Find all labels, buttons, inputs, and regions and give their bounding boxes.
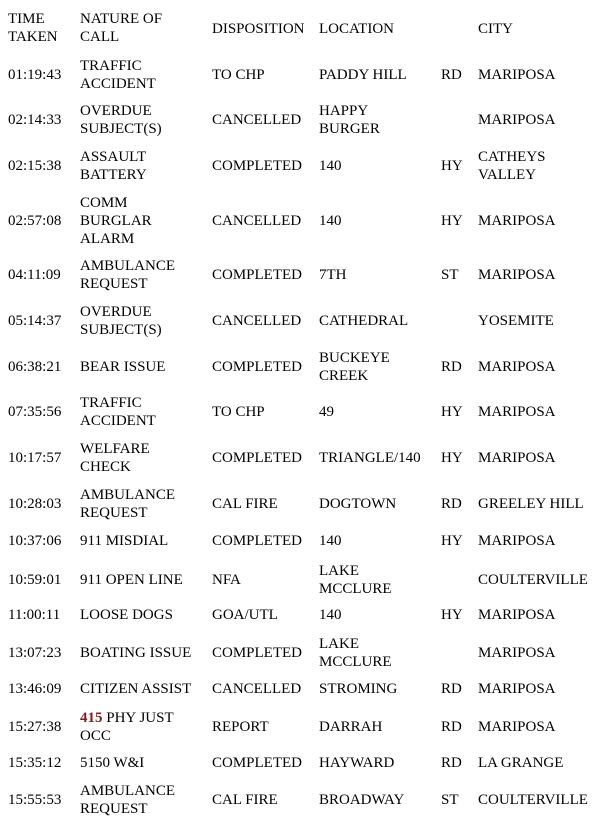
- cell-location: DOGTOWN: [319, 496, 397, 512]
- table-row: [0, 148, 614, 184]
- cell-disposition: TO CHP: [212, 67, 265, 83]
- table-row: [0, 754, 614, 776]
- table-row: [0, 257, 614, 293]
- cell-nature: LOOSE DOGS: [80, 607, 173, 623]
- table-row: [0, 440, 614, 476]
- header-nature: NATURE OF CALL: [80, 11, 163, 45]
- cell-nature: CITIZEN ASSIST: [80, 681, 192, 697]
- cell-disposition: CANCELLED: [212, 681, 302, 697]
- table-row: [0, 57, 614, 93]
- cell-road-suffix: RD: [441, 359, 462, 375]
- cell-disposition: COMPLETED: [212, 755, 302, 771]
- cell-disposition: GOA/UTL: [212, 607, 278, 623]
- cell-nature: BOATING ISSUE: [80, 645, 192, 661]
- cell-time: 15:35:12: [8, 755, 62, 771]
- header-time: TIME TAKEN: [8, 11, 58, 45]
- cell-city: GREELEY HILL: [478, 496, 584, 512]
- cell-location: HAPPY BURGER: [319, 103, 380, 137]
- table-row: [0, 532, 614, 554]
- cell-time: 02:15:38: [8, 158, 62, 174]
- table-row: [0, 486, 614, 522]
- table-row: [0, 102, 614, 138]
- cell-location: 140: [319, 607, 342, 623]
- cell-time: 05:14:37: [8, 313, 62, 329]
- cell-city: MARIPOSA: [478, 404, 556, 420]
- table-row: [0, 680, 614, 702]
- cell-disposition: COMPLETED: [212, 450, 302, 466]
- cell-disposition: NFA: [212, 572, 241, 588]
- table-row: [0, 303, 614, 339]
- table-row: [0, 194, 614, 248]
- cell-nature: AMBULANCE REQUEST: [80, 258, 176, 292]
- cell-location: HAYWARD: [319, 755, 395, 771]
- cell-nature: WELFARE CHECK: [80, 441, 150, 475]
- table-row: [0, 606, 614, 628]
- cell-road-suffix: HY: [441, 607, 463, 623]
- nature-code-highlight: 415: [80, 710, 103, 726]
- cell-location: STROMING: [319, 681, 398, 697]
- table-row: [0, 782, 614, 818]
- cell-city: MARIPOSA: [478, 67, 556, 83]
- cell-road-suffix: HY: [441, 404, 463, 420]
- cell-location: 140: [319, 213, 342, 229]
- cell-city: MARIPOSA: [478, 533, 556, 549]
- cell-road-suffix: HY: [441, 158, 463, 174]
- cell-disposition: COMPLETED: [212, 359, 302, 375]
- cell-city: YOSEMITE: [478, 313, 554, 329]
- cell-disposition: COMPLETED: [212, 645, 302, 661]
- cell-time: 01:19:43: [8, 67, 62, 83]
- cell-location: LAKE MCCLURE: [319, 636, 392, 670]
- cell-disposition: REPORT: [212, 719, 269, 735]
- cell-disposition: TO CHP: [212, 404, 265, 420]
- cell-location: TRIANGLE/140: [319, 450, 421, 466]
- cell-nature: AMBULANCE REQUEST: [80, 783, 176, 817]
- cell-city: MARIPOSA: [478, 213, 556, 229]
- cell-nature: AMBULANCE REQUEST: [80, 487, 176, 521]
- cell-nature: ASSAULT BATTERY: [80, 149, 147, 183]
- cell-time: 13:46:09: [8, 681, 62, 697]
- cell-disposition: CANCELLED: [212, 213, 302, 229]
- cell-location: 7TH: [319, 267, 347, 283]
- cell-nature: [80, 709, 208, 745]
- cell-city: MARIPOSA: [478, 719, 556, 735]
- table-row: [0, 635, 614, 671]
- cell-location: DARRAH: [319, 719, 383, 735]
- table-row: [0, 349, 614, 385]
- cell-time: 10:59:01: [8, 572, 62, 588]
- cell-road-suffix: RD: [441, 681, 462, 697]
- cell-road-suffix: RD: [441, 496, 462, 512]
- cell-time: 15:55:53: [8, 792, 62, 808]
- cell-nature: TRAFFIC ACCIDENT: [80, 395, 156, 429]
- cell-city: MARIPOSA: [478, 267, 556, 283]
- cell-nature: OVERDUE SUBJECT(S): [80, 103, 162, 137]
- cell-road-suffix: ST: [441, 792, 459, 808]
- cell-nature: 911 MISDIAL: [80, 533, 169, 549]
- cell-location: CATHEDRAL: [319, 313, 409, 329]
- cell-nature: BEAR ISSUE: [80, 359, 166, 375]
- cell-disposition: COMPLETED: [212, 533, 302, 549]
- cell-time: 11:00:11: [8, 607, 61, 623]
- header-location: LOCATION: [319, 21, 394, 37]
- table-row: [0, 709, 614, 745]
- nature-text: PHY JUST OCC: [80, 710, 174, 744]
- cell-location: 49: [319, 404, 334, 420]
- cell-time: 04:11:09: [8, 267, 61, 283]
- cell-location: BUCKEYE CREEK: [319, 350, 390, 384]
- cell-nature: TRAFFIC ACCIDENT: [80, 58, 156, 92]
- cell-road-suffix: RD: [441, 755, 462, 771]
- header-row: [0, 10, 614, 50]
- cell-city: COULTERVILLE: [478, 572, 588, 588]
- cell-location: LAKE MCCLURE: [319, 563, 392, 597]
- cell-city: LA GRANGE: [478, 755, 564, 771]
- cell-nature: 5150 W&I: [80, 755, 145, 771]
- cell-disposition: CANCELLED: [212, 112, 302, 128]
- cell-road-suffix: RD: [441, 67, 462, 83]
- cell-time: 15:27:38: [8, 719, 62, 735]
- cell-city: CATHEYS VALLEY: [478, 149, 546, 183]
- cell-time: 13:07:23: [8, 645, 62, 661]
- cell-disposition: CAL FIRE: [212, 792, 278, 808]
- cell-time: 06:38:21: [8, 359, 62, 375]
- cell-nature: COMM BURGLAR ALARM: [80, 195, 152, 247]
- cell-road-suffix: HY: [441, 533, 463, 549]
- cell-road-suffix: HY: [441, 450, 463, 466]
- table-row: [0, 562, 614, 598]
- cell-disposition: CANCELLED: [212, 313, 302, 329]
- cell-time: 10:37:06: [8, 533, 62, 549]
- cell-city: COULTERVILLE: [478, 792, 588, 808]
- cell-nature: OVERDUE SUBJECT(S): [80, 304, 162, 338]
- cell-disposition: CAL FIRE: [212, 496, 278, 512]
- cell-road-suffix: RD: [441, 719, 462, 735]
- cell-city: MARIPOSA: [478, 607, 556, 623]
- cell-city: MARIPOSA: [478, 359, 556, 375]
- cell-disposition: COMPLETED: [212, 267, 302, 283]
- cell-time: 10:28:03: [8, 496, 62, 512]
- cell-disposition: COMPLETED: [212, 158, 302, 174]
- cell-nature: 911 OPEN LINE: [80, 572, 183, 588]
- cell-city: MARIPOSA: [478, 681, 556, 697]
- cell-city: MARIPOSA: [478, 645, 556, 661]
- cell-road-suffix: ST: [441, 267, 459, 283]
- table-row: [0, 394, 614, 430]
- cell-time: 02:14:33: [8, 112, 62, 128]
- cell-road-suffix: HY: [441, 213, 463, 229]
- cell-location: BROADWAY: [319, 792, 405, 808]
- cell-time: 07:35:56: [8, 404, 62, 420]
- cell-location: PADDY HILL: [319, 67, 407, 83]
- header-disposition: DISPOSITION: [212, 21, 305, 37]
- cell-city: MARIPOSA: [478, 112, 556, 128]
- cell-time: 02:57:08: [8, 213, 62, 229]
- cell-time: 10:17:57: [8, 450, 62, 466]
- header-city: CITY: [478, 21, 513, 37]
- cell-location: 140: [319, 533, 342, 549]
- cell-city: MARIPOSA: [478, 450, 556, 466]
- cell-location: 140: [319, 158, 342, 174]
